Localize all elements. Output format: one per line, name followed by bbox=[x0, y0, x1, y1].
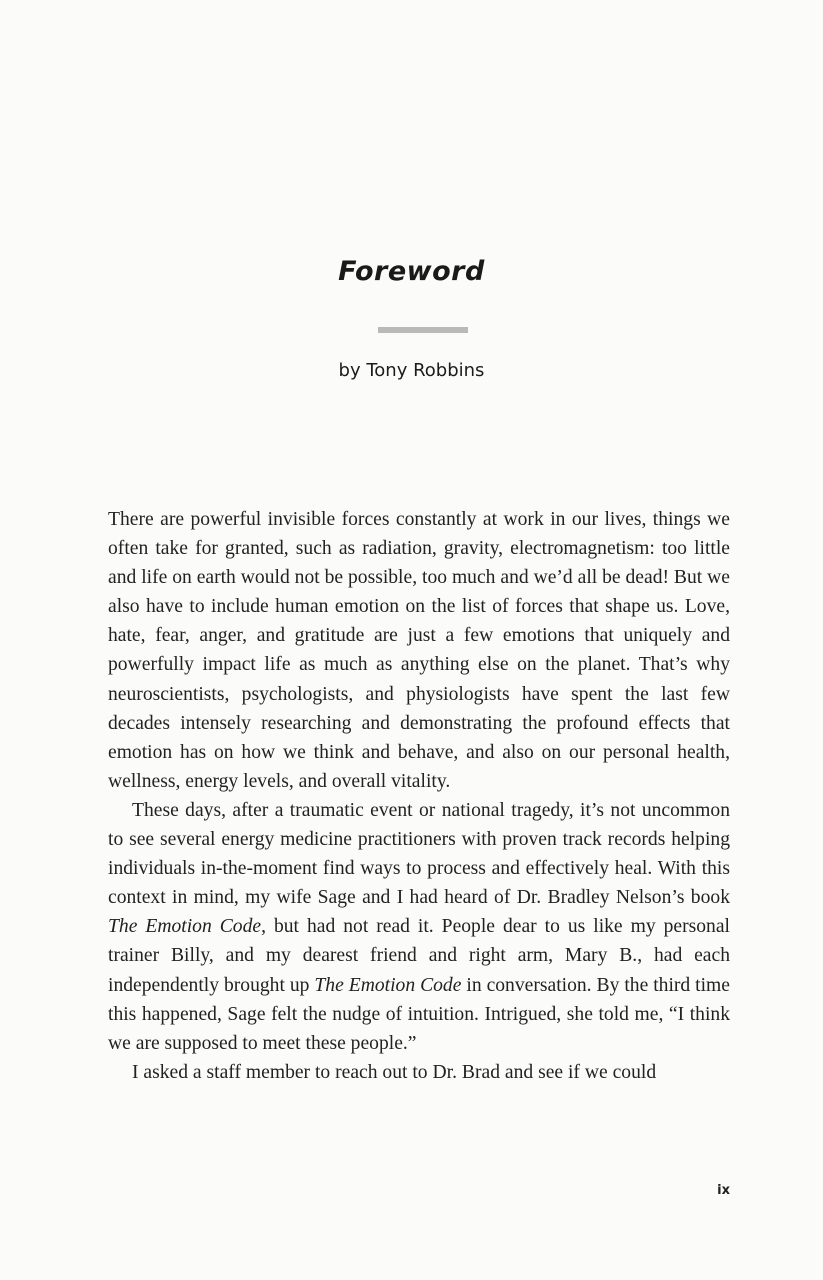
text-segment: , but had not read it. People dear to us like my personal trainer Billy, and my dearest friend and right arm, Mary B., had each independently brought up bbox=[108, 916, 730, 996]
chapter-byline: by Tony Robbins bbox=[338, 360, 485, 381]
text-segment: in conversation. By the third time this happened, Sage felt the nudge of intuition. Intrigued, she told me, “I think we are supposed to meet these people.” bbox=[108, 974, 730, 1054]
book-title-italic: The Emotion Code bbox=[108, 916, 262, 938]
page-number: ix bbox=[717, 1183, 730, 1198]
text-segment: These days, after a traumatic event or national tragedy, it’s not uncommon to see several energy medicine practitioners with proven track records helping individuals in-the-moment find ways to process and effectively heal. With this context in mind, my wife Sage and I had heard of Dr. Bradley Nelson’s book bbox=[108, 799, 730, 909]
title-divider bbox=[378, 327, 468, 333]
paragraph-2 bbox=[108, 796, 730, 1058]
text-segment: I asked a staff member to reach out to Dr. Brad and see if we could bbox=[132, 1061, 657, 1083]
text-segment: There are powerful invisible forces constantly at work in our lives, things we often take for granted, such as radiation, gravity, electromagnetism: too little and life on earth would not be possible, too much and we’d all be dead! But we also have to include human emotion on the list of forces that shape us. Love, hate, fear, anger, and gratitude are just a few emotions that uniquely and powerfully impact life as much as anything else on the planet. That’s why neuroscientists, psychologists, and physiologists have spent the last few decades intensely researching and demonstrating the profound effects that emotion has on how we think and behave, and also on our personal health, wellness, energy levels, and overall vitality. bbox=[108, 509, 730, 792]
chapter-title: Foreword bbox=[338, 256, 485, 287]
paragraph-3 bbox=[108, 1058, 730, 1087]
body-text bbox=[108, 505, 730, 1087]
paragraph-1 bbox=[108, 505, 730, 796]
book-title-italic: The Emotion Code bbox=[314, 974, 462, 996]
